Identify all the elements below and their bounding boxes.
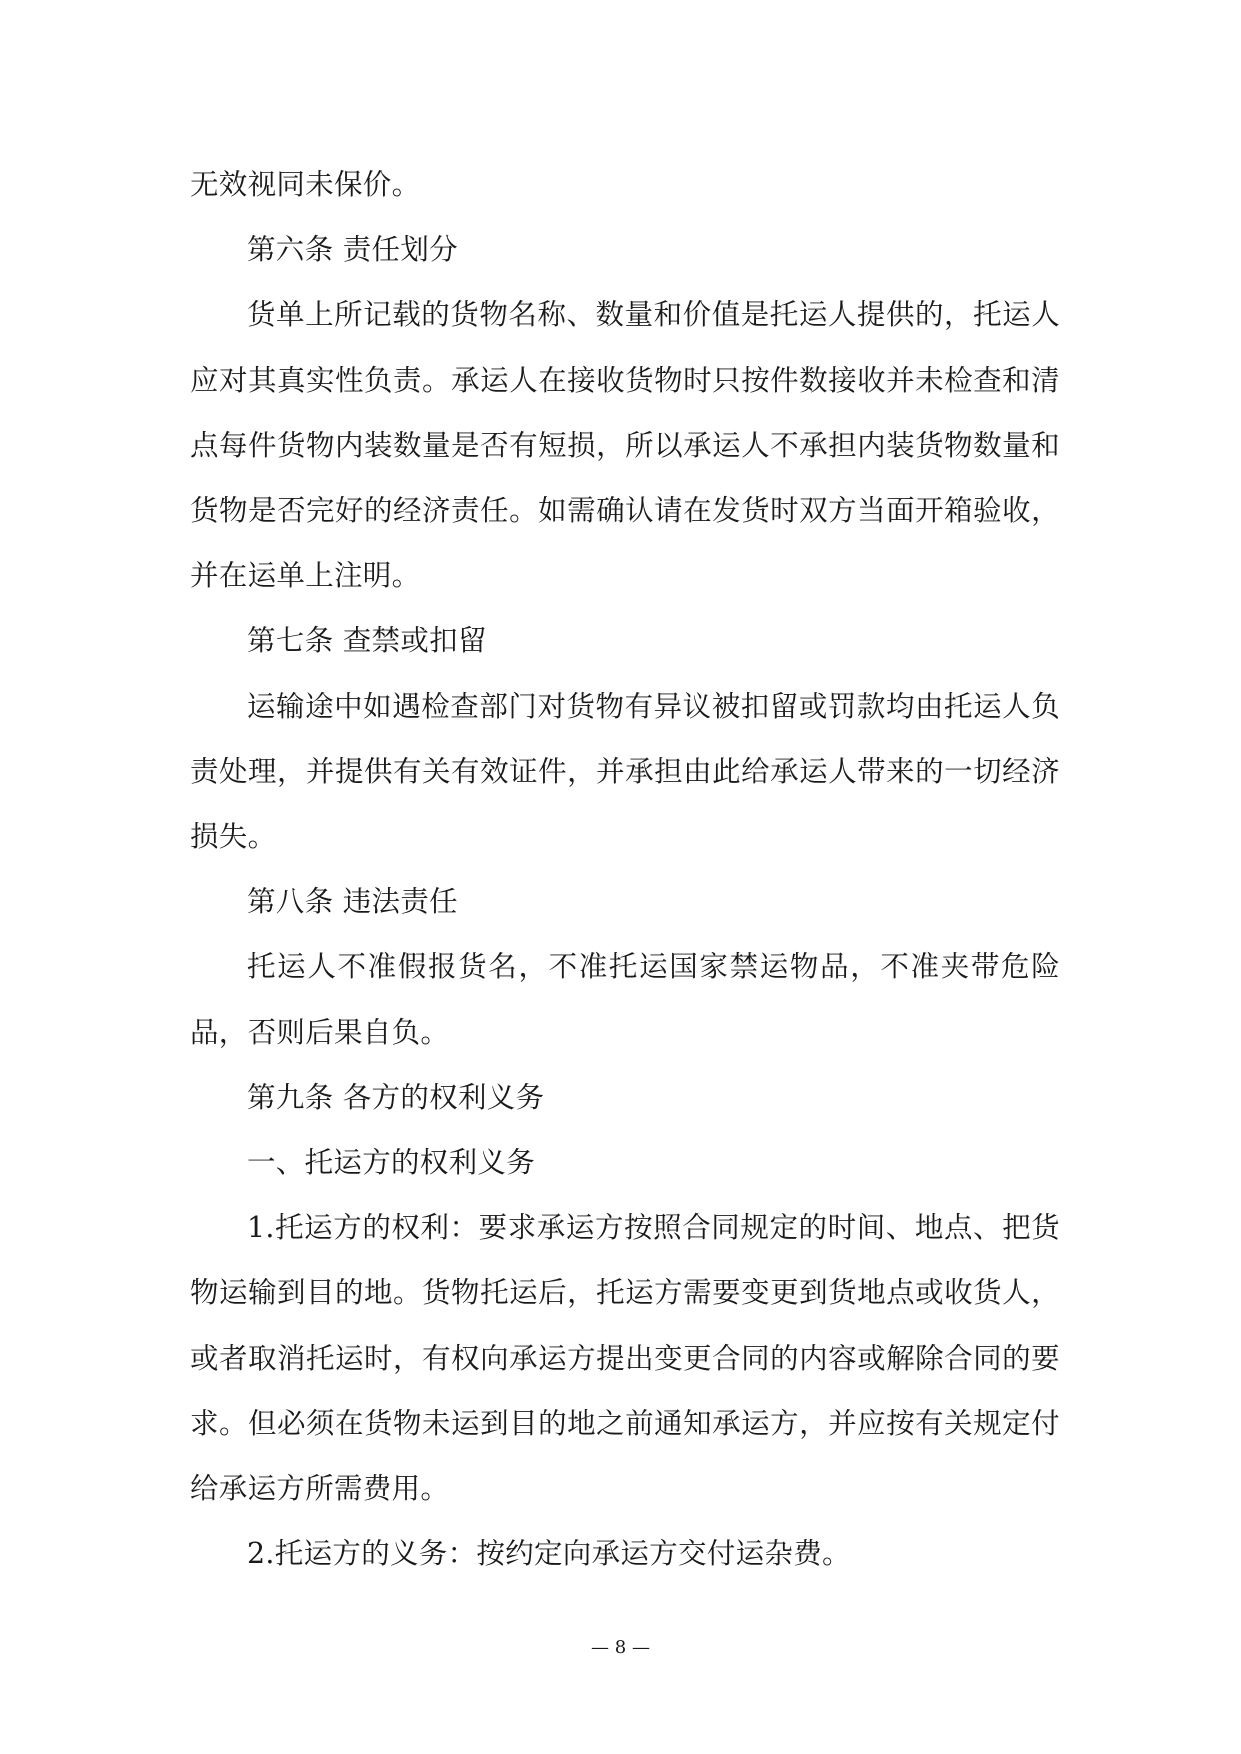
- article-8-paragraph: 托运人不准假报货名，不准托运国家禁运物品，不准夹带危险品，否则后果自负。: [190, 950, 1060, 1049]
- section-1-heading: 一、托运方的权利义务: [247, 1146, 536, 1180]
- shipper-obligations-paragraph: 2.托运方的义务：按约定向承运方交付运杂费。: [247, 1537, 851, 1571]
- article-7-heading: 第七条 查禁或扣留: [247, 624, 487, 658]
- article-6-heading: 第六条 责任划分: [247, 233, 458, 267]
- document-body: [190, 152, 1060, 1586]
- article-9-heading: 第九条 各方的权利义务: [247, 1080, 545, 1114]
- shipper-rights-paragraph: 1.托运方的权利：要求承运方按照合同规定的时间、地点、把货物运输到目的地。货物托运后，托运方需要变更到货地点或收货人，或者取消托运时，有权向承运方提出变更合同的内容或解除合同的要求。但必须在货物未运到目的地之前通知承运方，并应按有关规定付给承运方所需费用。: [190, 1211, 1060, 1506]
- paragraph-continuation: 无效视同未保价。: [190, 168, 421, 201]
- article-6-paragraph: 货单上所记载的货物名称、数量和价值是托运人提供的，托运人应对其真实性负责。承运人在接收货物时只按件数接收并未检查和清点每件货物内装数量是否有短损，所以承运人不承担内装货物数量和货物是否完好的经济责任。如需确认请在发货时双方当面开箱验收，并在运单上注明。: [190, 298, 1060, 593]
- article-8-heading: 第八条 违法责任: [247, 885, 458, 919]
- article-7-paragraph: 运输途中如遇检查部门对货物有异议被扣留或罚款均由托运人负责处理，并提供有关有效证件，并承担由此给承运人带来的一切经济损失。: [190, 689, 1060, 854]
- page-number: — 8 —: [591, 1637, 650, 1658]
